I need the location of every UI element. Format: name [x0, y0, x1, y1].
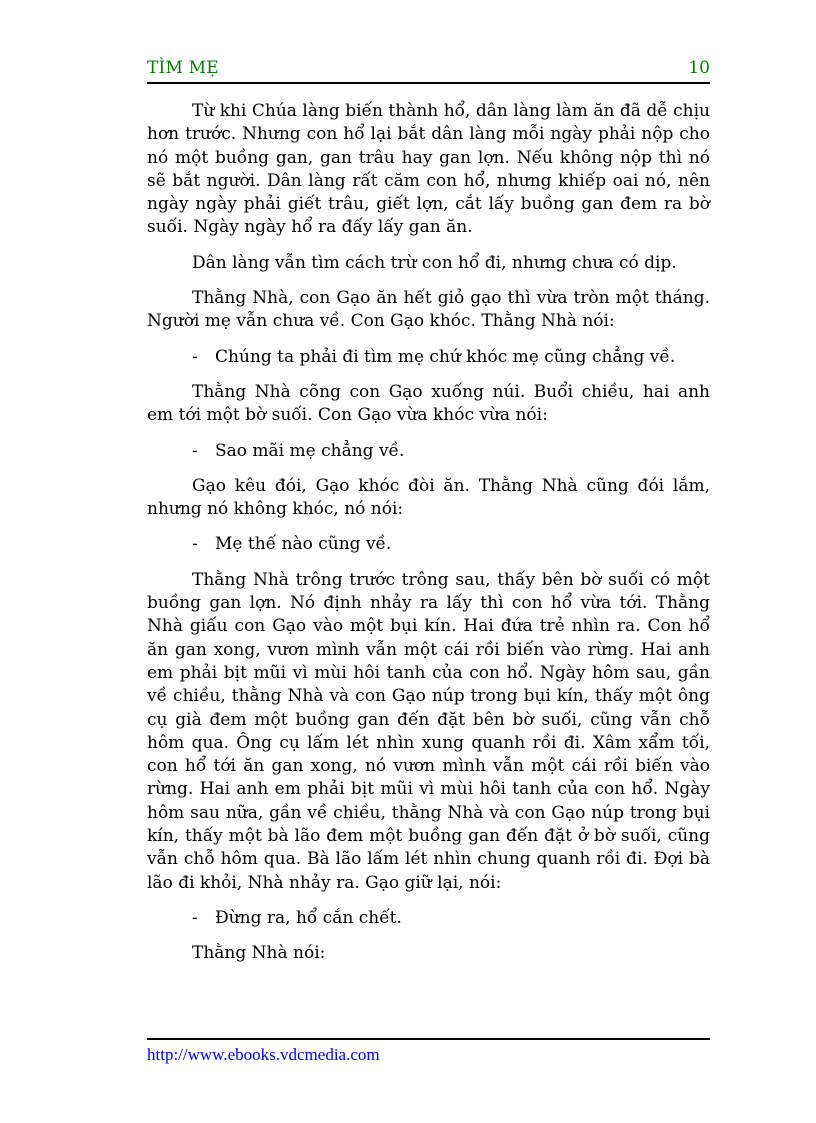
paragraph: Thằng Nhà cõng con Gạo xuống núi. Buổi chiều, hai anh em tới một bờ suối. Con Gạo vừa khóc vừa nói:	[147, 381, 710, 426]
dialogue-line	[147, 346, 710, 369]
story-body	[147, 100, 710, 978]
page-number: 10	[688, 58, 710, 78]
dialogue-text: Đừng ra, hổ cắn chết.	[215, 907, 402, 928]
paragraph: Gạo kêu đói, Gạo khóc đòi ăn. Thằng Nhà cũng đói lắm, nhưng nó không khóc, nó nói:	[147, 475, 710, 520]
paragraph: Thằng Nhà trông trước trông sau, thấy bên bờ suối có một buồng gan lợn. Nó định nhảy ra lấy thì con hổ vừa tới. Thằng Nhà giấu con Gạo vào một bụi kín. Hai đứa trẻ nhìn ra. Con hổ ăn gan xong, vươn mình vẫn một cái rồi biến vào rừng. Hai anh em phải bịt mũi vì mùi hôi tanh của con hổ. Ngày hôm sau, gần về chiều, thằng Nhà và con Gạo núp trong bụi kín, thấy một ông cụ già đem một buồng gan đến đặt bên bờ suối, cũng vẫn chỗ hôm qua. Ông cụ lấm lét nhìn xung quanh rồi đi. Xâm xẩm tối, con hổ tới ăn gan xong, nó vươn mình vẫn một cái rồi biến vào rừng. Hai anh em phải bịt mũi vì mùi hôi tanh của con hổ. Ngày hôm sau nữa, gần về chiều, thằng Nhà và con Gạo núp trong bụi kín, thấy một bà lão đem một buồng gan đến đặt ở bờ suối, cũng vẫn chỗ hôm qua. Bà lão lấm lét nhìn chung quanh rồi đi. Đợi bà lão đi khỏi, Nhà nhảy ra. Gạo giữ lại, nói:	[147, 569, 710, 893]
page-header	[147, 58, 710, 84]
paragraph: Thằng Nhà, con Gạo ăn hết giỏ gạo thì vừa tròn một tháng. Người mẹ vẫn chưa về. Con Gạo khóc. Thằng Nhà nói:	[147, 288, 710, 332]
dialogue-text: Mẹ thế nào cũng về.	[215, 534, 392, 555]
paragraph: Từ khi Chúa làng biến thành hổ, dân làng làm ăn đã dễ chịu hơn trước. Nhưng con hổ lại bắt dân làng mỗi ngày phải nộp cho nó một buồng gan, gan trâu hay gan lợn. Nếu không nộp thì nó sẽ bắt người. Dân làng rất căm con hổ, nhưng khiếp oai nó, nên ngày ngày phải giết trâu, giết lợn, cắt lấy buồng gan đem ra bờ suối. Ngày ngày hổ ra đấy lấy gan ăn.	[147, 101, 710, 238]
dialogue-line	[147, 907, 710, 930]
page-footer	[147, 1038, 710, 1065]
dialogue-dash: -	[192, 346, 198, 367]
dialogue-dash: -	[192, 440, 198, 461]
paragraph: Thằng Nhà nói:	[192, 943, 326, 964]
dialogue-dash: -	[192, 534, 198, 555]
dialogue-text: Sao mãi mẹ chẳng về.	[215, 440, 405, 461]
dialogue-line	[147, 533, 710, 556]
ebook-website-link[interactable]: http://www.ebooks.vdcmedia.com	[147, 1045, 380, 1064]
dialogue-text: Chúng ta phải đi tìm mẹ chứ khóc mẹ cũng chẳng về.	[215, 346, 676, 367]
chapter-title: TÌM MẸ	[147, 58, 219, 78]
dialogue-line	[147, 440, 710, 463]
paragraph: Dân làng vẫn tìm cách trừ con hổ đi, nhưng chưa có dịp.	[192, 252, 677, 273]
dialogue-dash: -	[192, 907, 198, 928]
